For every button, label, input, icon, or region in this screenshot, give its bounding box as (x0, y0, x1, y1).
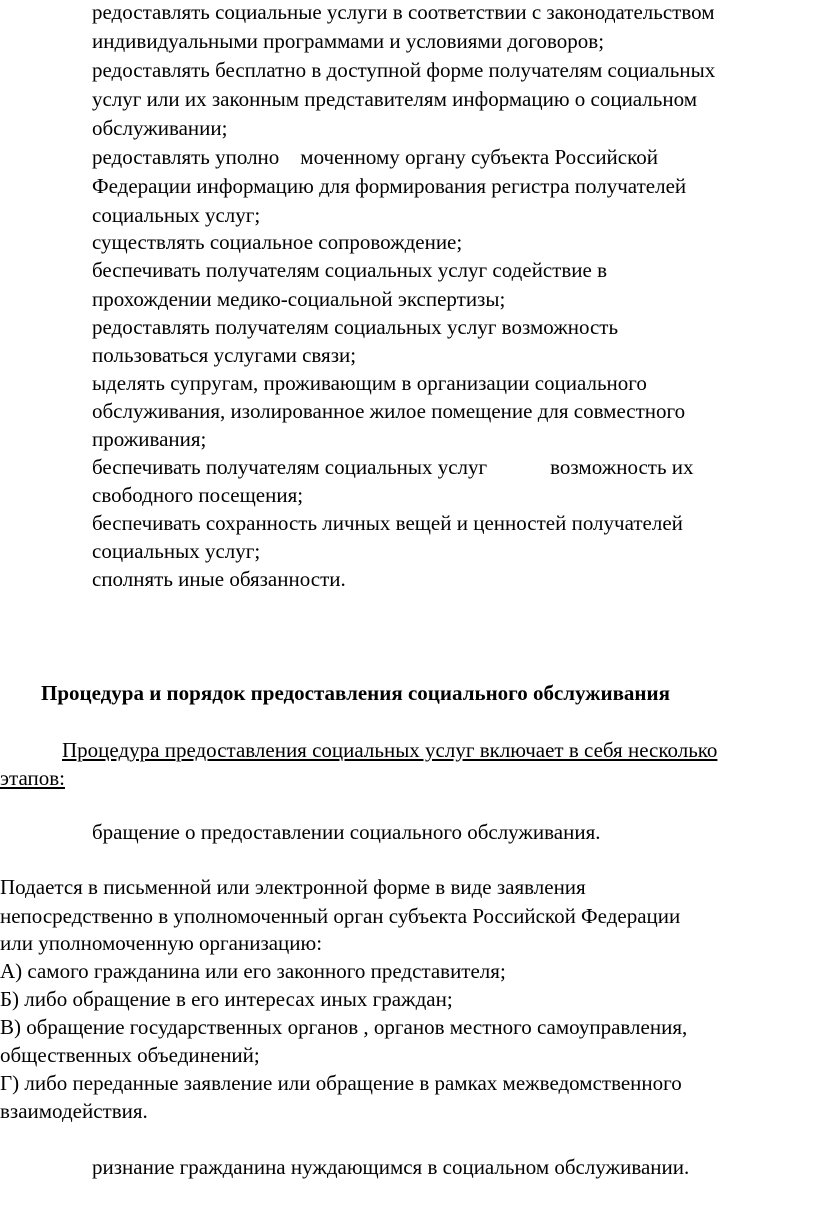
intro-line-1: Процедура предоставления социальных услуг включает в себя несколько (62, 738, 718, 762)
intro-line-2: этапов: (0, 766, 65, 790)
section-heading: Процедура и порядок предоставления социального обслуживания (41, 681, 670, 705)
obligation-3-line-2: Федерации информацию для формирования регистра получателей (92, 174, 687, 198)
obligation-9-line-1: беспечивать сохранность личных вещей и ценностей получателей (92, 511, 683, 535)
obligation-7-line-2: обслуживания, изолированное жилое помещение для совместного (92, 399, 686, 423)
obligation-2-line-3: обслуживании; (92, 116, 228, 140)
obligation-4-line-1: существлять социальное сопровождение; (92, 230, 463, 254)
step-1-body-line-8: Г) либо переданные заявление или обращение в рамках межведомственного (0, 1071, 682, 1095)
obligation-5-line-2: прохождении медико-социальной экспертизы; (92, 287, 506, 311)
obligation-3-line-1: редоставлять уполно моченному органу субъекта Российской (92, 145, 658, 169)
obligation-9-line-2: социальных услуг; (92, 539, 261, 563)
step-1-body-line-3: или уполномоченную организацию: (0, 931, 323, 955)
obligation-8-line-2: свободного посещения; (92, 483, 304, 507)
obligation-7-line-3: проживания; (92, 427, 207, 451)
obligation-3-line-3: социальных услуг; (92, 203, 261, 227)
obligation-5-line-1: беспечивать получателям социальных услуг содействие в (92, 258, 608, 282)
step-1-body-line-2: непосредственно в уполномоченный орган субъекта Российской Федерации (0, 904, 681, 928)
step-1-body-line-6: В) обращение государственных органов , органов местного самоуправления, (0, 1015, 688, 1039)
step-1-body-line-5: Б) либо обращение в его интересах иных граждан; (0, 987, 453, 1011)
step-1-body-line-9: взаимодействия. (0, 1099, 148, 1123)
step-1-body-line-7: общественных объединений; (0, 1043, 260, 1067)
obligation-6-line-1: редоставлять получателям социальных услуг возможность (92, 315, 619, 339)
step-1-body-line-1: Подается в письменной или электронной форме в виде заявления (0, 875, 586, 899)
obligation-10-line-1: сполнять иные обязанности. (92, 567, 346, 591)
obligation-6-line-2: пользоваться услугами связи; (92, 343, 357, 367)
obligation-1-line-2: индивидуальными программами и условиями договоров; (92, 29, 605, 53)
obligation-8-line-1: беспечивать получателям социальных услуг возможность их (92, 455, 694, 479)
obligation-2-line-1: редоставлять бесплатно в доступной форме получателям социальных (92, 58, 716, 82)
step-1-title: бращение о предоставлении социального обслуживания. (92, 820, 601, 844)
obligation-7-line-1: ыделять супругам, проживающим в организации социального (92, 371, 647, 395)
obligation-2-line-2: услуг или их законным представителям информацию о социальном (92, 87, 697, 111)
step-1-body-line-4: А) самого гражданина или его законного представителя; (0, 959, 506, 983)
obligation-1-line-1: редоставлять социальные услуги в соответствии с законодательством (92, 0, 715, 24)
step-2-title: ризнание гражданина нуждающимся в социальном обслуживании. (92, 1155, 690, 1179)
